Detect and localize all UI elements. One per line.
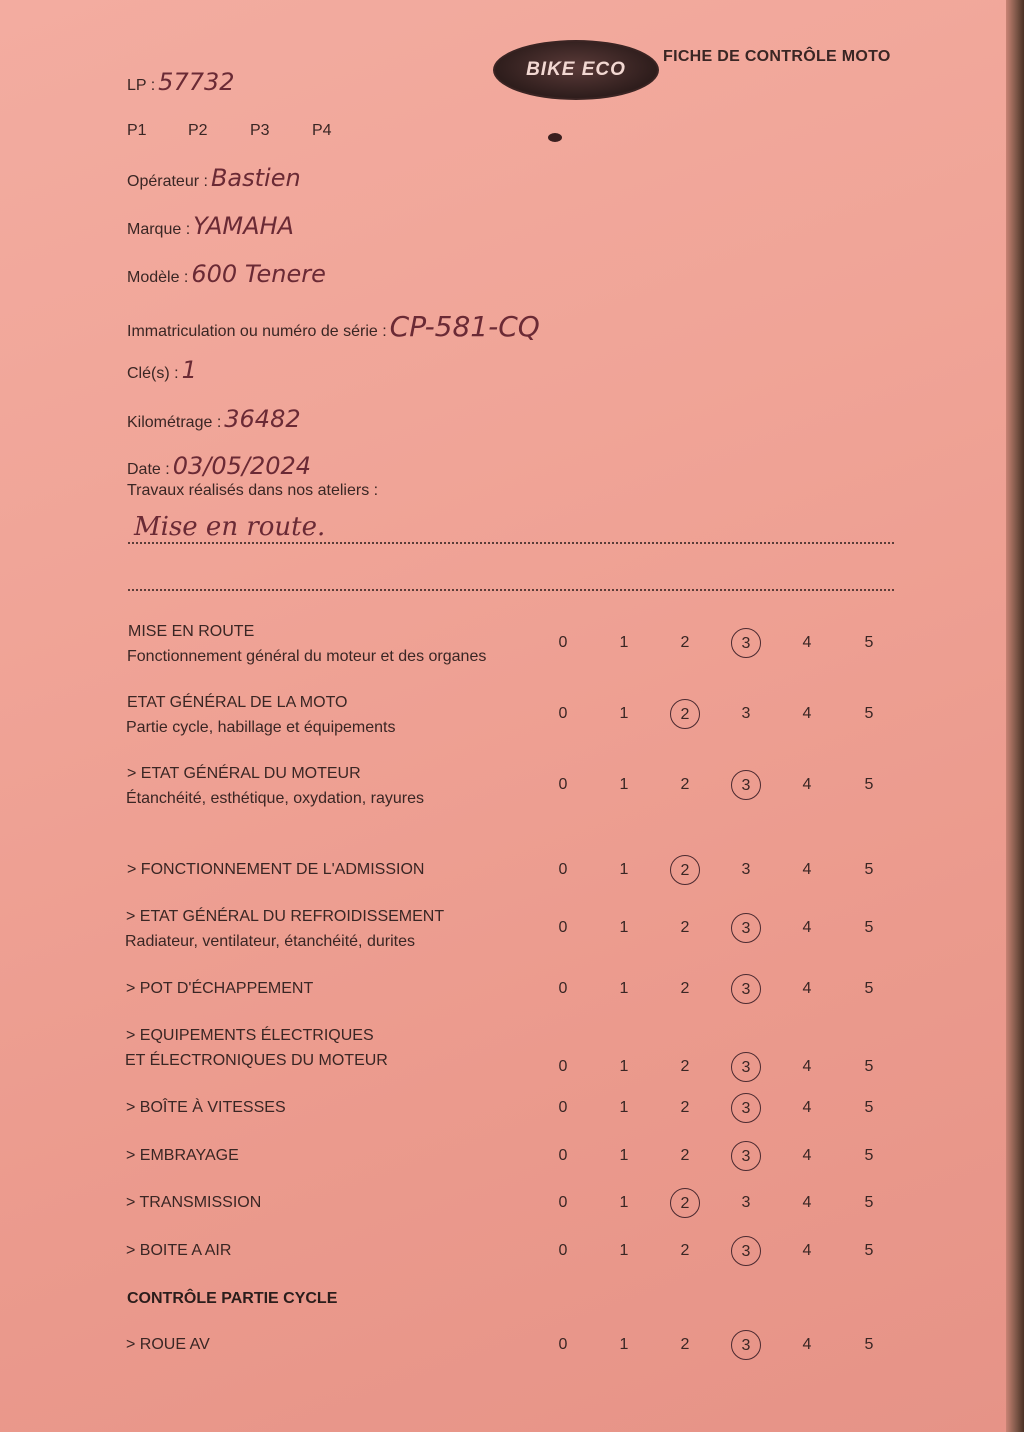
score-option[interactable]: 5 xyxy=(864,634,874,651)
travaux-label: Travaux réalisés dans nos ateliers : xyxy=(127,482,379,499)
date-field xyxy=(127,452,311,480)
score-option[interactable]: 2 xyxy=(680,1242,690,1259)
score-option[interactable]: 3 xyxy=(741,861,751,878)
bike-eco-logo xyxy=(493,40,659,100)
score-option[interactable]: 0 xyxy=(558,1336,568,1353)
immatriculation-label: Immatriculation ou numéro de série : xyxy=(127,323,387,340)
score-option[interactable]: 4 xyxy=(802,1058,812,1075)
score-option[interactable]: 0 xyxy=(558,861,568,878)
score-option[interactable]: 1 xyxy=(619,919,629,936)
kilometrage-value: 36482 xyxy=(224,405,301,433)
score-selected[interactable]: 3 xyxy=(731,770,761,800)
check-title: > ETAT GÉNÉRAL DU MOTEUR xyxy=(127,765,361,782)
score-selected[interactable]: 3 xyxy=(731,628,761,658)
score-option[interactable]: 1 xyxy=(619,1242,629,1259)
score-option[interactable]: 4 xyxy=(802,1194,812,1211)
sheet-title: FICHE DE CONTRÔLE MOTO xyxy=(663,48,891,65)
score-option[interactable]: 0 xyxy=(558,980,568,997)
score-option[interactable]: 5 xyxy=(864,919,874,936)
priority-p2: P2 xyxy=(188,122,208,139)
cles-label: Clé(s) : xyxy=(127,365,179,382)
score-option[interactable]: 5 xyxy=(864,1336,874,1353)
check-subtitle: Partie cycle, habillage et équipements xyxy=(126,719,396,736)
score-option[interactable]: 4 xyxy=(802,980,812,997)
score-option[interactable]: 1 xyxy=(619,980,629,997)
marque-label: Marque : xyxy=(127,221,191,238)
score-selected[interactable]: 2 xyxy=(670,699,700,729)
marque-field xyxy=(127,212,294,240)
score-option[interactable]: 2 xyxy=(680,1147,690,1164)
score-option[interactable]: 2 xyxy=(680,919,690,936)
score-option[interactable]: 0 xyxy=(558,634,568,651)
score-option[interactable]: 5 xyxy=(864,1194,874,1211)
score-option[interactable]: 1 xyxy=(619,1147,629,1164)
score-option[interactable]: 1 xyxy=(619,634,629,651)
modele-field xyxy=(127,260,326,288)
score-option[interactable]: 4 xyxy=(802,1336,812,1353)
kilometrage-label: Kilométrage : xyxy=(127,414,222,431)
check-title: > POT D'ÉCHAPPEMENT xyxy=(126,980,314,997)
score-selected[interactable]: 2 xyxy=(670,1188,700,1218)
paper-edge-shadow xyxy=(1006,0,1024,1432)
score-option[interactable]: 4 xyxy=(802,1099,812,1116)
priority-p1: P1 xyxy=(127,122,147,139)
check-subtitle: ET ÉLECTRONIQUES DU MOTEUR xyxy=(125,1052,388,1069)
operateur-label: Opérateur : xyxy=(127,173,208,190)
check-title: > BOÎTE À VITESSES xyxy=(126,1099,286,1116)
check-title: > FONCTIONNEMENT DE L'ADMISSION xyxy=(127,861,425,878)
score-option[interactable]: 1 xyxy=(619,1099,629,1116)
score-option[interactable]: 5 xyxy=(864,1099,874,1116)
score-option[interactable]: 5 xyxy=(864,1147,874,1164)
cles-field xyxy=(127,356,197,384)
score-option[interactable]: 4 xyxy=(802,861,812,878)
score-selected[interactable]: 3 xyxy=(731,913,761,943)
score-option[interactable]: 2 xyxy=(680,980,690,997)
score-option[interactable]: 2 xyxy=(680,776,690,793)
score-option[interactable]: 5 xyxy=(864,776,874,793)
score-option[interactable]: 4 xyxy=(802,1147,812,1164)
check-subtitle: Étanchéité, esthétique, oxydation, rayures xyxy=(126,790,424,807)
check-title: > BOITE A AIR xyxy=(126,1242,232,1259)
score-option[interactable]: 0 xyxy=(558,1147,568,1164)
score-option[interactable]: 4 xyxy=(802,1242,812,1259)
logo-text: BIKE ECO xyxy=(526,59,626,80)
score-option[interactable]: 4 xyxy=(802,705,812,722)
score-option[interactable]: 1 xyxy=(619,1336,629,1353)
dotted-line-1 xyxy=(128,542,894,544)
score-option[interactable]: 5 xyxy=(864,705,874,722)
immatriculation-value: CP-581-CQ xyxy=(389,310,540,343)
check-subtitle: Fonctionnement général du moteur et des organes xyxy=(127,648,487,665)
kilometrage-field xyxy=(127,405,301,433)
priority-p4: P4 xyxy=(312,122,332,139)
score-selected[interactable]: 3 xyxy=(731,974,761,1004)
score-option[interactable]: 0 xyxy=(558,919,568,936)
score-option[interactable]: 1 xyxy=(619,1058,629,1075)
modele-value: 600 Tenere xyxy=(191,260,326,288)
score-option[interactable]: 4 xyxy=(802,634,812,651)
score-option[interactable]: 5 xyxy=(864,1058,874,1075)
score-option[interactable]: 0 xyxy=(558,776,568,793)
score-option[interactable]: 1 xyxy=(619,1194,629,1211)
check-title: ETAT GÉNÉRAL DE LA MOTO xyxy=(127,694,348,711)
lp-label: LP : xyxy=(127,77,156,94)
score-option[interactable]: 2 xyxy=(680,1099,690,1116)
score-selected[interactable]: 3 xyxy=(731,1093,761,1123)
score-option[interactable]: 4 xyxy=(802,776,812,793)
ink-spot xyxy=(548,133,562,142)
score-option[interactable]: 1 xyxy=(619,705,629,722)
score-option[interactable]: 0 xyxy=(558,1099,568,1116)
score-option[interactable]: 5 xyxy=(864,1242,874,1259)
score-option[interactable]: 4 xyxy=(802,919,812,936)
score-option[interactable]: 0 xyxy=(558,1194,568,1211)
score-option[interactable]: 1 xyxy=(619,861,629,878)
check-title: > ROUE AV xyxy=(126,1336,210,1353)
score-selected[interactable]: 3 xyxy=(731,1330,761,1360)
score-selected[interactable]: 3 xyxy=(731,1236,761,1266)
score-option[interactable]: 3 xyxy=(741,1194,751,1211)
score-option[interactable]: 2 xyxy=(680,1336,690,1353)
score-option[interactable]: 3 xyxy=(741,705,751,722)
date-label: Date : xyxy=(127,461,170,478)
date-value: 03/05/2024 xyxy=(172,452,312,480)
cles-value: 1 xyxy=(181,356,197,384)
check-title: > ETAT GÉNÉRAL DU REFROIDISSEMENT xyxy=(126,908,445,925)
modele-label: Modèle : xyxy=(127,269,189,286)
score-option[interactable]: 5 xyxy=(864,980,874,997)
check-title: > EQUIPEMENTS ÉLECTRIQUES xyxy=(126,1027,374,1044)
check-title: MISE EN ROUTE xyxy=(128,623,255,640)
priority-p3: P3 xyxy=(250,122,270,139)
section-partie-cycle-title: CONTRÔLE PARTIE CYCLE xyxy=(127,1290,338,1307)
check-title: > EMBRAYAGE xyxy=(126,1147,239,1164)
score-selected[interactable]: 2 xyxy=(670,855,700,885)
lp-field xyxy=(127,68,235,96)
marque-value: YAMAHA xyxy=(193,212,294,240)
score-selected[interactable]: 3 xyxy=(731,1052,761,1082)
operateur-field xyxy=(127,164,301,192)
score-option[interactable]: 0 xyxy=(558,1058,568,1075)
operateur-value: Bastien xyxy=(210,164,301,192)
score-option[interactable]: 2 xyxy=(680,1058,690,1075)
check-subtitle: Radiateur, ventilateur, étanchéité, durites xyxy=(125,933,415,950)
lp-value: 57732 xyxy=(158,68,235,96)
score-option[interactable]: 0 xyxy=(558,1242,568,1259)
score-option[interactable]: 1 xyxy=(619,776,629,793)
immatriculation-field xyxy=(127,310,540,343)
check-title: > TRANSMISSION xyxy=(126,1194,262,1211)
score-option[interactable]: 0 xyxy=(558,705,568,722)
score-option[interactable]: 2 xyxy=(680,634,690,651)
score-option[interactable]: 5 xyxy=(864,861,874,878)
travaux-value: Mise en route. xyxy=(134,512,326,542)
dotted-line-2 xyxy=(128,589,894,591)
score-selected[interactable]: 3 xyxy=(731,1141,761,1171)
